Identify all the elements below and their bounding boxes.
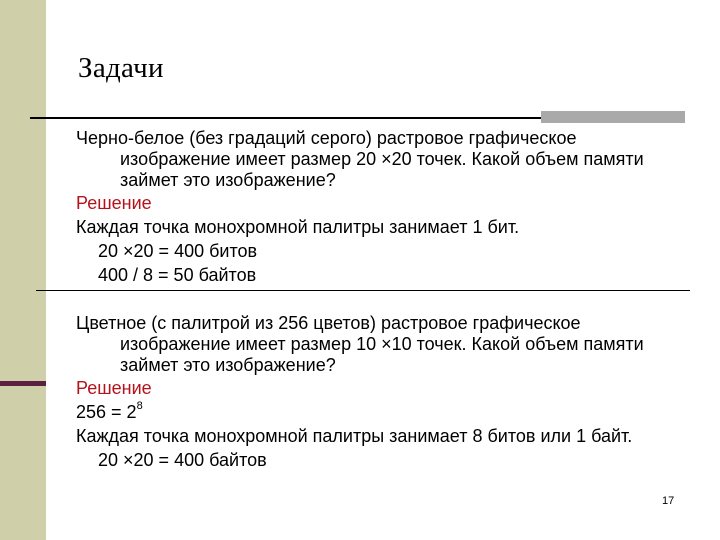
problem-1-line-1: Черно-белое (без градаций серого) растровое графическое [76, 128, 577, 148]
problem-2-solution-line-3: 20 ×20 = 400 байтов [98, 450, 267, 470]
problem-2-block [77, 313, 707, 471]
section-divider [36, 290, 690, 291]
problem-1-line-3: займет это изображение? [120, 170, 336, 190]
problem-1-solution-line-1: Каждая точка монохромной палитры занимает 1 бит. [76, 217, 520, 237]
title-divider-accent [541, 111, 685, 123]
problem-1-solution-line-3: 400 / 8 = 50 байтов [98, 265, 257, 285]
problem-2-solution-label: Решение [76, 378, 152, 398]
page-number: 17 [662, 495, 675, 507]
power-base: 256 = 2 [76, 402, 137, 422]
problem-1-solution-line-2: 20 ×20 = 400 битов [98, 241, 258, 261]
power-exponent: 8 [136, 400, 143, 412]
problem-2-solution-line-1 [77, 402, 707, 423]
problem-1-line-2: изображение имеет размер 20 ×20 точек. Какой объем памяти [120, 149, 644, 169]
problem-2-line-1: Цветное (с палитрой из 256 цветов) растровое графическое [76, 313, 581, 333]
problem-2-line-3: займет это изображение? [120, 355, 336, 375]
problem-2-line-2: изображение имеет размер 10 ×10 точек. Какой объем памяти [120, 334, 644, 354]
left-band-accent [0, 381, 46, 386]
left-decorative-band [0, 0, 46, 540]
problem-1-block [77, 128, 707, 286]
problem-1-solution-label: Решение [76, 193, 152, 213]
problem-2-solution-line-2: Каждая точка монохромной палитры занимает 8 битов или 1 байт. [76, 426, 633, 446]
slide-title: Задачи [78, 52, 164, 84]
